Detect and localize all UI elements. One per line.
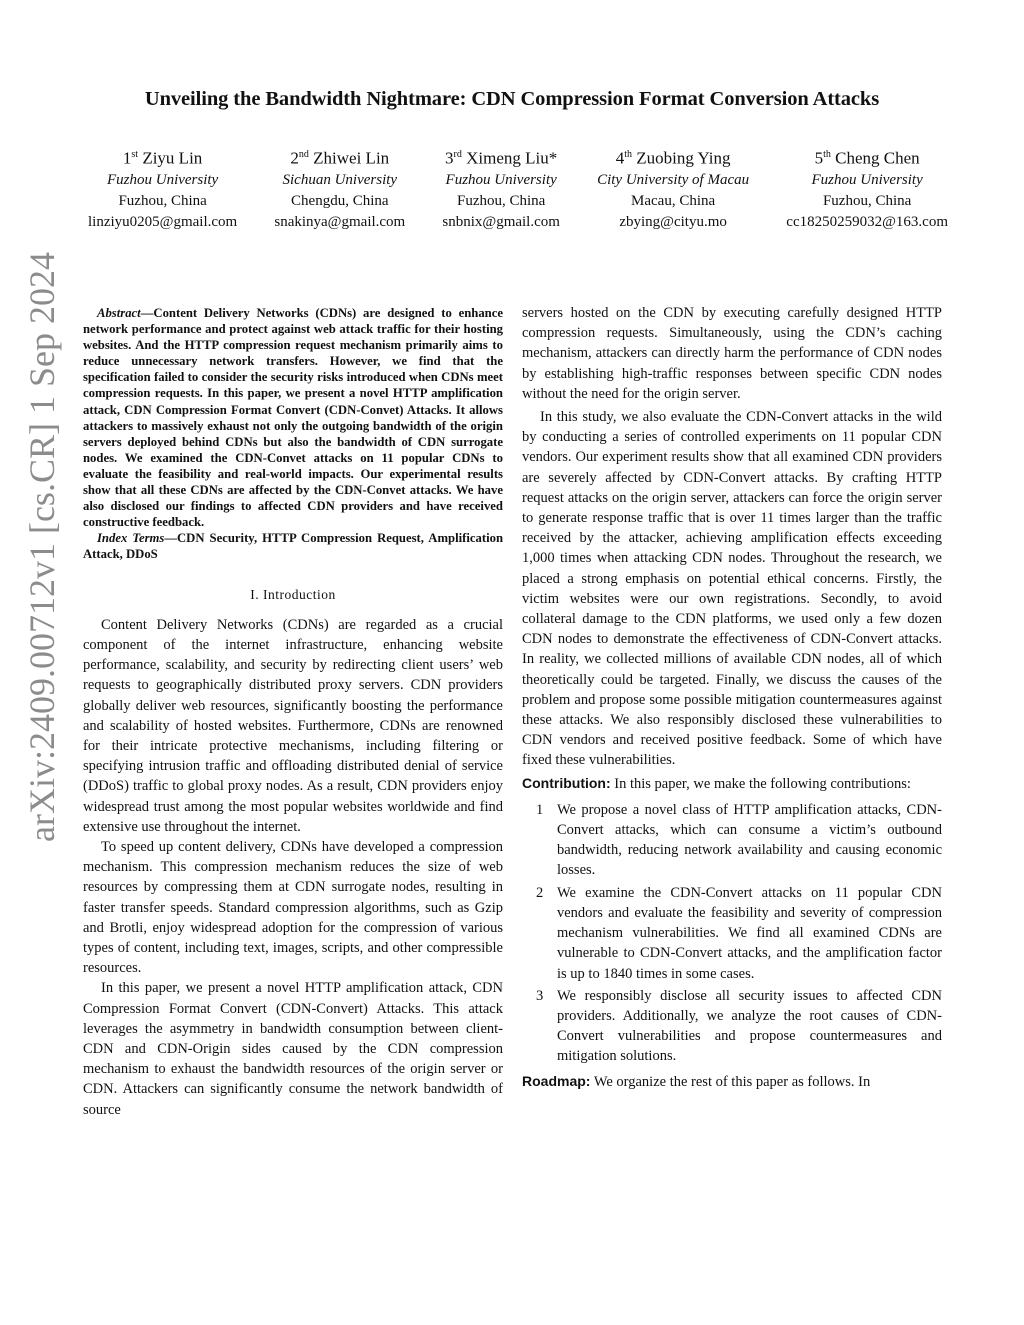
- list-item-text: We propose a novel class of HTTP amplification attacks, CDN-Convert attacks, which can consume a victim’s outbound bandwidth, reducing network availability and causing economic losses.: [557, 801, 942, 879]
- author-name: Zuobing Ying: [636, 148, 731, 168]
- author-ordinal-suffix: rd: [453, 149, 462, 160]
- author-affiliation: City University of Macau: [597, 171, 750, 188]
- author-location: Fuzhou, China: [456, 192, 546, 209]
- list-item-text: We responsibly disclose all security issues to affected CDN providers. Additionally, we analyze the root causes of CDN-Convert vulnerabilities and propose countermeasures and mitigation solutions.: [557, 987, 942, 1065]
- author-ordinal-suffix: th: [823, 149, 831, 160]
- author-name: Cheng Chen: [835, 148, 920, 168]
- index-terms-text: —CDN Security, HTTP Compression Request, Amplification Attack, DDoS: [83, 531, 503, 562]
- author-ordinal-suffix: th: [624, 149, 632, 160]
- author-5: [786, 144, 948, 233]
- author-2: [274, 144, 405, 233]
- author-name: Ximeng Liu*: [466, 148, 558, 168]
- author-ordinal: 4: [615, 148, 625, 168]
- paragraph: To speed up content delivery, CDNs have developed a compression mechanism. This compression mechanism reduces the size of web resources by compressing them at CDN surrogate nodes, resulting in faster transfer speeds. Standard compression algorithms, such as Gzip and Brotli, enjoy widespread adoption for the compression of various types of content, including text, images, scripts, and other compressible resources.: [83, 838, 503, 977]
- author-ordinal-suffix: st: [131, 149, 139, 160]
- right-column: [522, 303, 942, 1092]
- author-affiliation: Sichuan University: [282, 171, 398, 188]
- author-name: Ziyu Lin: [142, 148, 203, 168]
- author-location: Chengdu, China: [291, 192, 389, 209]
- section-heading-introduction: I. Introduction: [250, 586, 336, 602]
- author-email: linziyu0205@gmail.com: [88, 213, 238, 230]
- paragraph: Content Delivery Networks (CDNs) are regarded as a crucial component of the internet infrastructure, enhancing website performance, scalability, and security by redirecting client users’ web requests to geographically distributed proxy servers. CDN providers globally deliver web resources, significantly boosting the performance and scalability of hosted websites. Furthermore, CDNs are renowned for their intricate protective mechanisms, including filtering or specifying intrusion traffic and offloading distributed denial of service (DDoS) traffic to global proxy nodes. As a result, CDN providers enjoy widespread trust among the most popular websites worldwide and find extensive use throughout the internet.: [83, 616, 503, 835]
- author-email: cc18250259032@163.com: [786, 213, 948, 230]
- author-ordinal: 2: [290, 148, 299, 168]
- contribution-text: In this paper, we make the following contributions:: [614, 775, 911, 792]
- author-email: zbying@cityu.mo: [619, 213, 727, 230]
- author-4: [597, 144, 749, 233]
- author-ordinal: 3: [445, 148, 454, 168]
- list-item-number: 3: [536, 987, 544, 1004]
- abstract-label: Abstract: [97, 306, 141, 320]
- author-affiliation: Fuzhou University: [811, 171, 923, 188]
- author-email: snbnix@gmail.com: [442, 213, 560, 230]
- index-terms-label: Index Terms: [97, 531, 165, 546]
- author-location: Fuzhou, China: [118, 192, 207, 209]
- author-name: Zhiwei Lin: [313, 148, 390, 168]
- author-ordinal: 5: [814, 148, 824, 168]
- paragraph: servers hosted on the CDN by executing carefully designed HTTP compression requests. Simultaneously, using the CDN’s caching mechanism, attackers can directly harm the performance of CDN nodes by establishing high-traffic responses between specific CDN nodes without the need for the origin server.: [522, 305, 942, 402]
- list-item-number: 1: [536, 801, 544, 818]
- roadmap-label: Roadmap:: [522, 1072, 591, 1089]
- list-item-number: 2: [536, 884, 544, 901]
- contribution-list: [522, 800, 942, 1067]
- paragraph: In this study, we also evaluate the CDN-Convert attacks in the wild by conducting a series of controlled experiments on 11 popular CDN vendors. Our experiment results show that all examined CDN providers are severely affected by CDN-Convert attacks. By crafting HTTP request attacks on the origin server, attackers can force the origin server to generate response traffic that is over 11 times larger than the traffic received by the attacker, achieving amplification effects exceeding 1,000 times when attacking CDN nodes. Throughout the research, we placed a strong emphasis on potential ethical concerns. Firstly, the victim websites were our own registrations. Secondly, to avoid collateral damage to the CDN platforms, we used only a few dozen CDN nodes to demonstrate the effectiveness of CDN-Convert attacks. In reality, we collected millions of available CDN nodes, all of which theoretically could be targeted. Finally, we discuss the causes of the problem and propose some possible mitigation countermeasures against these attacks. We also responsibly disclosed these vulnerabilities to CDN vendors and received positive feedback. Some of which have fixed these vulnerabilities.: [522, 409, 942, 769]
- author-1: [88, 144, 237, 233]
- abstract: [83, 305, 503, 530]
- paper-title: Unveiling the Bandwidth Nightmare: CDN Compression Format Conversion Attacks: [144, 88, 880, 110]
- author-email: snakinya@gmail.com: [274, 213, 406, 230]
- roadmap: [522, 1071, 942, 1092]
- arxiv-identifier: arXiv:2409.00712v1 [cs.CR] 1 Sep 2024: [22, 252, 62, 842]
- abstract-text: —Content Delivery Networks (CDNs) are designed to enhance network performance and protect against web attack traffic for their hosting websites. And the HTTP compression request mechanism primarily aims to reduce unnecessary network transfers. However, we find that the specification failed to consider the security risks introduced when CDNs meet compression requests. In this paper, we present a novel HTTP amplification attack, CDN Compression Format Convert (CDN-Convet) Attacks. It allows attackers to massively exhaust not only the outgoing bandwidth of the origin servers deployed behind CDNs but also the bandwidth of CDN surrogate nodes. We examined the CDN-Convet attacks on 11 popular CDNs to evaluate the feasibility and real-world impacts. Our experimental results show that all these CDNs are affected by the CDN-Convet attacks. We have also disclosed our findings to affected CDN providers and have received constructive feedback.: [83, 306, 503, 530]
- list-item: [522, 986, 942, 1067]
- left-column: [83, 305, 503, 1120]
- author-location: Macau, China: [631, 192, 716, 209]
- author-ordinal: 1: [122, 148, 132, 168]
- index-terms: [83, 530, 503, 562]
- list-item-text: We examine the CDN-Convert attacks on 11 popular CDN vendors and evaluate the feasibility and severity of compression mechanism vulnerabilities. We find all examined CDNs are vulnerable to CDN-Convert attacks, and the amplification factor is up to 1840 times in some cases.: [557, 884, 942, 982]
- contribution-intro: [522, 773, 942, 794]
- list-item: [522, 800, 942, 881]
- author-3: [442, 144, 560, 233]
- author-location: Fuzhou, China: [822, 192, 912, 209]
- paragraph: In this paper, we present a novel HTTP amplification attack, CDN Compression Format Convert (CDN-Convert) Attacks. This attack leverages the asymmetry in bandwidth consumption between client-CDN and CDN-Origin sides caused by the CDN compression mechanism to exhaust the bandwidth resources of the origin server or CDN. Attackers can significantly consume the network bandwidth of source: [83, 980, 503, 1118]
- contribution-label: Contribution:: [522, 774, 611, 791]
- author-ordinal-suffix: nd: [298, 149, 309, 160]
- roadmap-text: We organize the rest of this paper as follows. In: [593, 1073, 871, 1090]
- list-item: [522, 883, 942, 984]
- author-affiliation: Fuzhou University: [106, 171, 219, 188]
- author-list: [88, 144, 948, 233]
- author-affiliation: Fuzhou University: [445, 171, 557, 188]
